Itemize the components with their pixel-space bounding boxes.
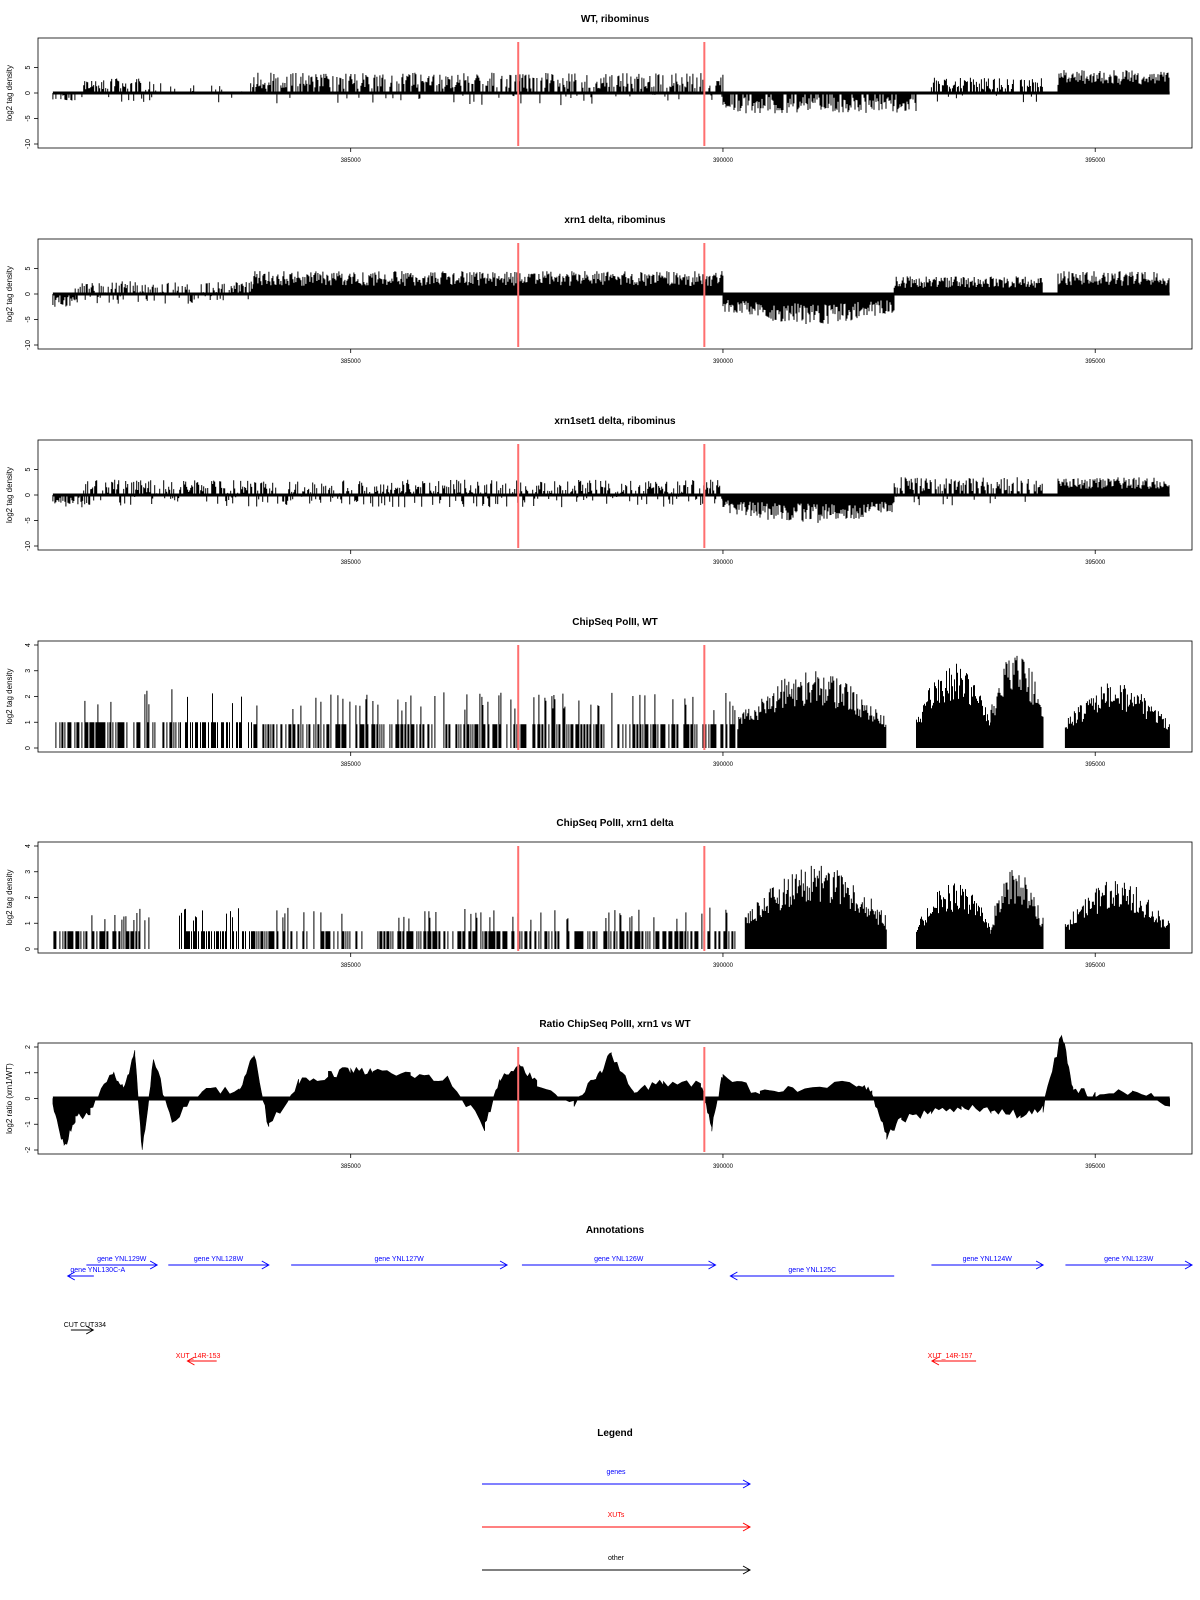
x-tick-label: 385000 — [340, 158, 361, 164]
data-series-segment-5 — [917, 664, 991, 748]
annotations-panel — [64, 1225, 1192, 1365]
y-tick-label: -10 — [25, 339, 32, 351]
y-tick-label: 4 — [25, 844, 32, 848]
data-series-segment-5 — [1058, 477, 1169, 495]
panel-title: xrn1set1 delta, ribominus — [554, 416, 676, 427]
data-series-segment-5 — [894, 276, 1042, 294]
ratio-area-series — [53, 1036, 1170, 1150]
data-series-segment-4 — [894, 477, 1042, 505]
y-tick-label: 2 — [25, 694, 32, 699]
y-tick-label: 5 — [25, 266, 32, 271]
legend-label-xuts: XUTs — [607, 1512, 625, 1519]
data-series-segment-3 — [723, 495, 894, 523]
y-tick-label: -5 — [25, 115, 32, 122]
data-series-segment-4 — [723, 294, 894, 324]
panel-5 — [5, 818, 1192, 969]
legend-label-genes: genes — [606, 1469, 626, 1476]
x-tick-label: 385000 — [340, 359, 361, 365]
data-series-segment-6 — [991, 870, 1043, 949]
legend-arrow-other — [482, 1566, 750, 1574]
gene-label: gene YNL128W — [193, 1256, 244, 1263]
xut-label: XUT_14R-153 — [175, 1353, 221, 1360]
y-axis-label: log2 tag density — [5, 869, 14, 926]
y-tick-label: 2 — [25, 1045, 32, 1049]
x-tick-label: 395000 — [1085, 963, 1106, 969]
panel-title: Ratio ChipSeq PolII, xrn1 vs WT — [539, 1019, 691, 1030]
y-tick-label: 2 — [25, 895, 32, 900]
data-series-segment-2 — [180, 908, 254, 949]
y-axis-label: log2 ratio (xrn1/WT) — [5, 1063, 14, 1134]
panel-title: ChipSeq PolII, xrn1 delta — [556, 818, 674, 829]
x-tick-label: 385000 — [340, 560, 361, 566]
gene-label: gene YNL126W — [594, 1256, 644, 1263]
y-tick-label: 5 — [25, 467, 32, 472]
gene-label: gene YNL127W — [374, 1256, 424, 1263]
x-tick-label: 395000 — [1085, 1164, 1106, 1170]
x-tick-label: 385000 — [340, 1164, 361, 1170]
data-series-segment-1 — [53, 294, 75, 307]
data-series-segment-4 — [745, 866, 886, 949]
data-series-segment-7 — [1065, 684, 1169, 749]
legend-title: Legend — [597, 1428, 633, 1439]
legend-arrow-xuts — [482, 1523, 750, 1531]
y-tick-label: 4 — [25, 643, 32, 647]
x-tick-label: 385000 — [340, 963, 361, 969]
data-series-segment-2 — [181, 693, 252, 748]
x-tick-label: 395000 — [1085, 359, 1106, 365]
panel-title: ChipSeq PolII, WT — [572, 617, 658, 628]
x-tick-label: 395000 — [1085, 762, 1106, 768]
y-axis-label: log2 tag density — [5, 668, 14, 725]
y-tick-label: -10 — [25, 540, 32, 552]
data-series-segment-1 — [54, 909, 149, 949]
legend-label-other: other — [608, 1555, 624, 1562]
panel-2 — [5, 215, 1192, 365]
y-tick-label: 0 — [25, 292, 32, 296]
y-tick-label: -2 — [25, 1146, 32, 1154]
y-tick-label: -1 — [25, 1121, 32, 1128]
x-tick-label: 395000 — [1085, 560, 1106, 566]
y-tick-label: 0 — [25, 1096, 32, 1101]
data-series-segment-4 — [738, 671, 886, 748]
data-series-segment-6 — [991, 656, 1043, 748]
panel-3 — [5, 416, 1192, 566]
y-tick-label: -5 — [25, 316, 32, 323]
y-tick-label: 0 — [25, 947, 32, 951]
y-tick-label: -5 — [25, 517, 32, 524]
gene-label: gene YNL130C-A — [70, 1267, 126, 1274]
data-series-segment-5 — [917, 884, 991, 950]
y-tick-label: 0 — [25, 493, 32, 497]
y-tick-label: 3 — [25, 668, 32, 673]
x-tick-label: 390000 — [712, 1164, 733, 1170]
data-series-segment-4 — [254, 73, 723, 105]
legend-panel — [482, 1428, 750, 1574]
legend-arrow-genes — [482, 1480, 750, 1488]
y-axis-label: log2 tag density — [5, 466, 14, 524]
x-tick-label: 390000 — [712, 560, 733, 566]
y-tick-label: 0 — [25, 91, 32, 95]
gene-label: gene YNL129W — [97, 1256, 147, 1263]
y-tick-label: 3 — [25, 869, 32, 874]
panel-title: xrn1 delta, ribominus — [564, 215, 666, 226]
data-series-segment-7 — [1065, 881, 1169, 949]
x-tick-label: 390000 — [712, 762, 733, 768]
data-series-segment-1 — [53, 495, 82, 507]
y-tick-label: 5 — [25, 65, 32, 70]
y-axis-label: log2 tag density — [5, 265, 14, 323]
panel-title: WT, ribominus — [580, 14, 650, 25]
xut-label: XUT_14R-157 — [927, 1353, 973, 1360]
data-series-segment-6 — [931, 78, 1042, 102]
y-tick-label: 1 — [25, 720, 32, 725]
x-tick-label: 385000 — [340, 762, 361, 768]
data-series-segment-6 — [1058, 271, 1169, 294]
gene-label: gene YNL125C — [788, 1267, 837, 1274]
data-series-segment-5 — [723, 93, 916, 113]
x-tick-label: 390000 — [712, 158, 733, 164]
y-tick-label: 1 — [25, 921, 32, 926]
data-series-segment-3 — [254, 692, 735, 748]
x-tick-label: 390000 — [712, 963, 733, 969]
data-series-segment-1 — [56, 689, 179, 748]
data-series-segment-2 — [84, 79, 150, 102]
annotations-title: Annotations — [585, 1225, 645, 1236]
panel-6 — [5, 1019, 1192, 1170]
y-tick-label: 0 — [25, 746, 32, 750]
gene-label: gene YNL123W — [1104, 1256, 1154, 1263]
data-series-segment-2 — [75, 281, 253, 303]
panel-1 — [5, 14, 1192, 164]
data-series-segment-3 — [254, 908, 735, 949]
gene-label: gene YNL124W — [962, 1256, 1012, 1263]
other-label: CUT CUT334 — [63, 1322, 107, 1329]
y-axis-label: log2 tag density — [5, 64, 14, 122]
y-tick-label: 1 — [25, 1070, 32, 1075]
x-tick-label: 395000 — [1085, 158, 1106, 164]
data-series-segment-7 — [1058, 70, 1169, 93]
panel-4 — [5, 617, 1192, 768]
data-series-segment-3 — [254, 271, 723, 294]
y-tick-label: -10 — [25, 138, 32, 150]
x-tick-label: 390000 — [712, 359, 733, 365]
